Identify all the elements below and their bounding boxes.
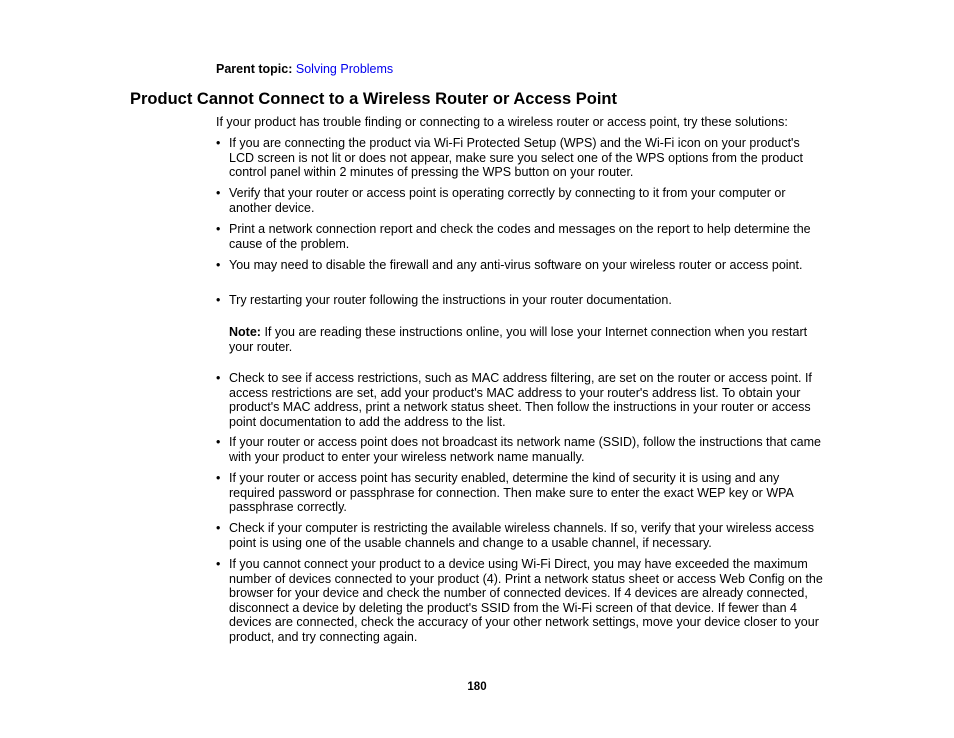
- list-item: [216, 521, 827, 550]
- list-item: [216, 136, 827, 180]
- list-item-text: If you cannot connect your product to a device using Wi-Fi Direct, you may have exceeded the maximum number of devices connected to your product (4). Print a network status sheet or access Web Config on the browser for your device and check the number of connected devices. If 4 devices are already connected, disconnect a device by deleting the product's SSID from the Wi-Fi screen of that device. If fewer than 4 devices are connected, check the accuracy of your other network settings, move your device closer to your product, and try connecting again.: [229, 557, 823, 644]
- list-item: [216, 471, 827, 515]
- list-item-text: Verify that your router or access point is operating correctly by connecting to it from your computer or another device.: [229, 186, 786, 215]
- bullet-marker: •: [216, 435, 221, 449]
- bullet-marker: •: [216, 136, 221, 150]
- note-block: [229, 325, 827, 354]
- bullet-marker: •: [216, 557, 221, 571]
- list-item: [216, 293, 827, 308]
- parent-topic: [216, 62, 393, 77]
- bullet-marker: •: [216, 222, 221, 236]
- parent-topic-link[interactable]: Solving Problems: [295, 62, 394, 76]
- list-item-text: If your router or access point does not broadcast its network name (SSID), follow the instructions that came with your product to enter your wireless network name manually.: [229, 435, 821, 464]
- list-item-text: Try restarting your router following the instructions in your router documentation.: [229, 293, 672, 307]
- bullet-marker: •: [216, 371, 221, 385]
- list-item-text: If you are connecting the product via Wi-Fi Protected Setup (WPS) and the Wi-Fi icon on your product's LCD screen is not lit or does not appear, make sure you select one of the WPS options from the product control panel within 2 minutes of pressing the WPS button on your router.: [229, 136, 803, 179]
- list-item-text: Check to see if access restrictions, such as MAC address filtering, are set on the router or access point. If access restrictions are set, add your product's MAC address to your router's address list. To obtain your product's MAC address, print a network status sheet. Then follow the instructions in your router or access point documentation to add the address to the list.: [229, 371, 812, 429]
- note-label: Note:: [229, 325, 261, 339]
- bullet-marker: •: [216, 293, 221, 307]
- list-item-text: You may need to disable the firewall and any anti-virus software on your wireless router or access point.: [229, 258, 803, 272]
- list-item-text: Print a network connection report and check the codes and messages on the report to help determine the cause of the problem.: [229, 222, 811, 251]
- parent-topic-label: Parent topic:: [216, 62, 293, 76]
- bullet-marker: •: [216, 521, 221, 535]
- note-text: If you are reading these instructions online, you will lose your Internet connection when you restart your router.: [229, 325, 808, 354]
- page-number: 180: [467, 681, 487, 693]
- list-item: [216, 557, 827, 644]
- list-item: [216, 435, 827, 464]
- list-item: [216, 186, 827, 215]
- intro-text: If your product has trouble finding or connecting to a wireless router or access point, try these solutions:: [216, 115, 788, 129]
- list-item-text: Check if your computer is restricting the available wireless channels. If so, verify that your wireless access point is using one of the usable channels and change to a usable channel, if necessary.: [229, 521, 814, 550]
- page-title: Product Cannot Connect to a Wireless Router or Access Point: [130, 90, 617, 108]
- list-item: [216, 258, 827, 273]
- list-item: [216, 222, 827, 251]
- bullet-marker: •: [216, 471, 221, 485]
- list-item-text: If your router or access point has security enabled, determine the kind of security it is using and any required password or passphrase for connection. Then make sure to enter the exact WEP key or WPA passphrase correctly.: [229, 471, 794, 514]
- bullet-marker: •: [216, 186, 221, 200]
- bullet-marker: •: [216, 258, 221, 272]
- list-item: [216, 371, 827, 429]
